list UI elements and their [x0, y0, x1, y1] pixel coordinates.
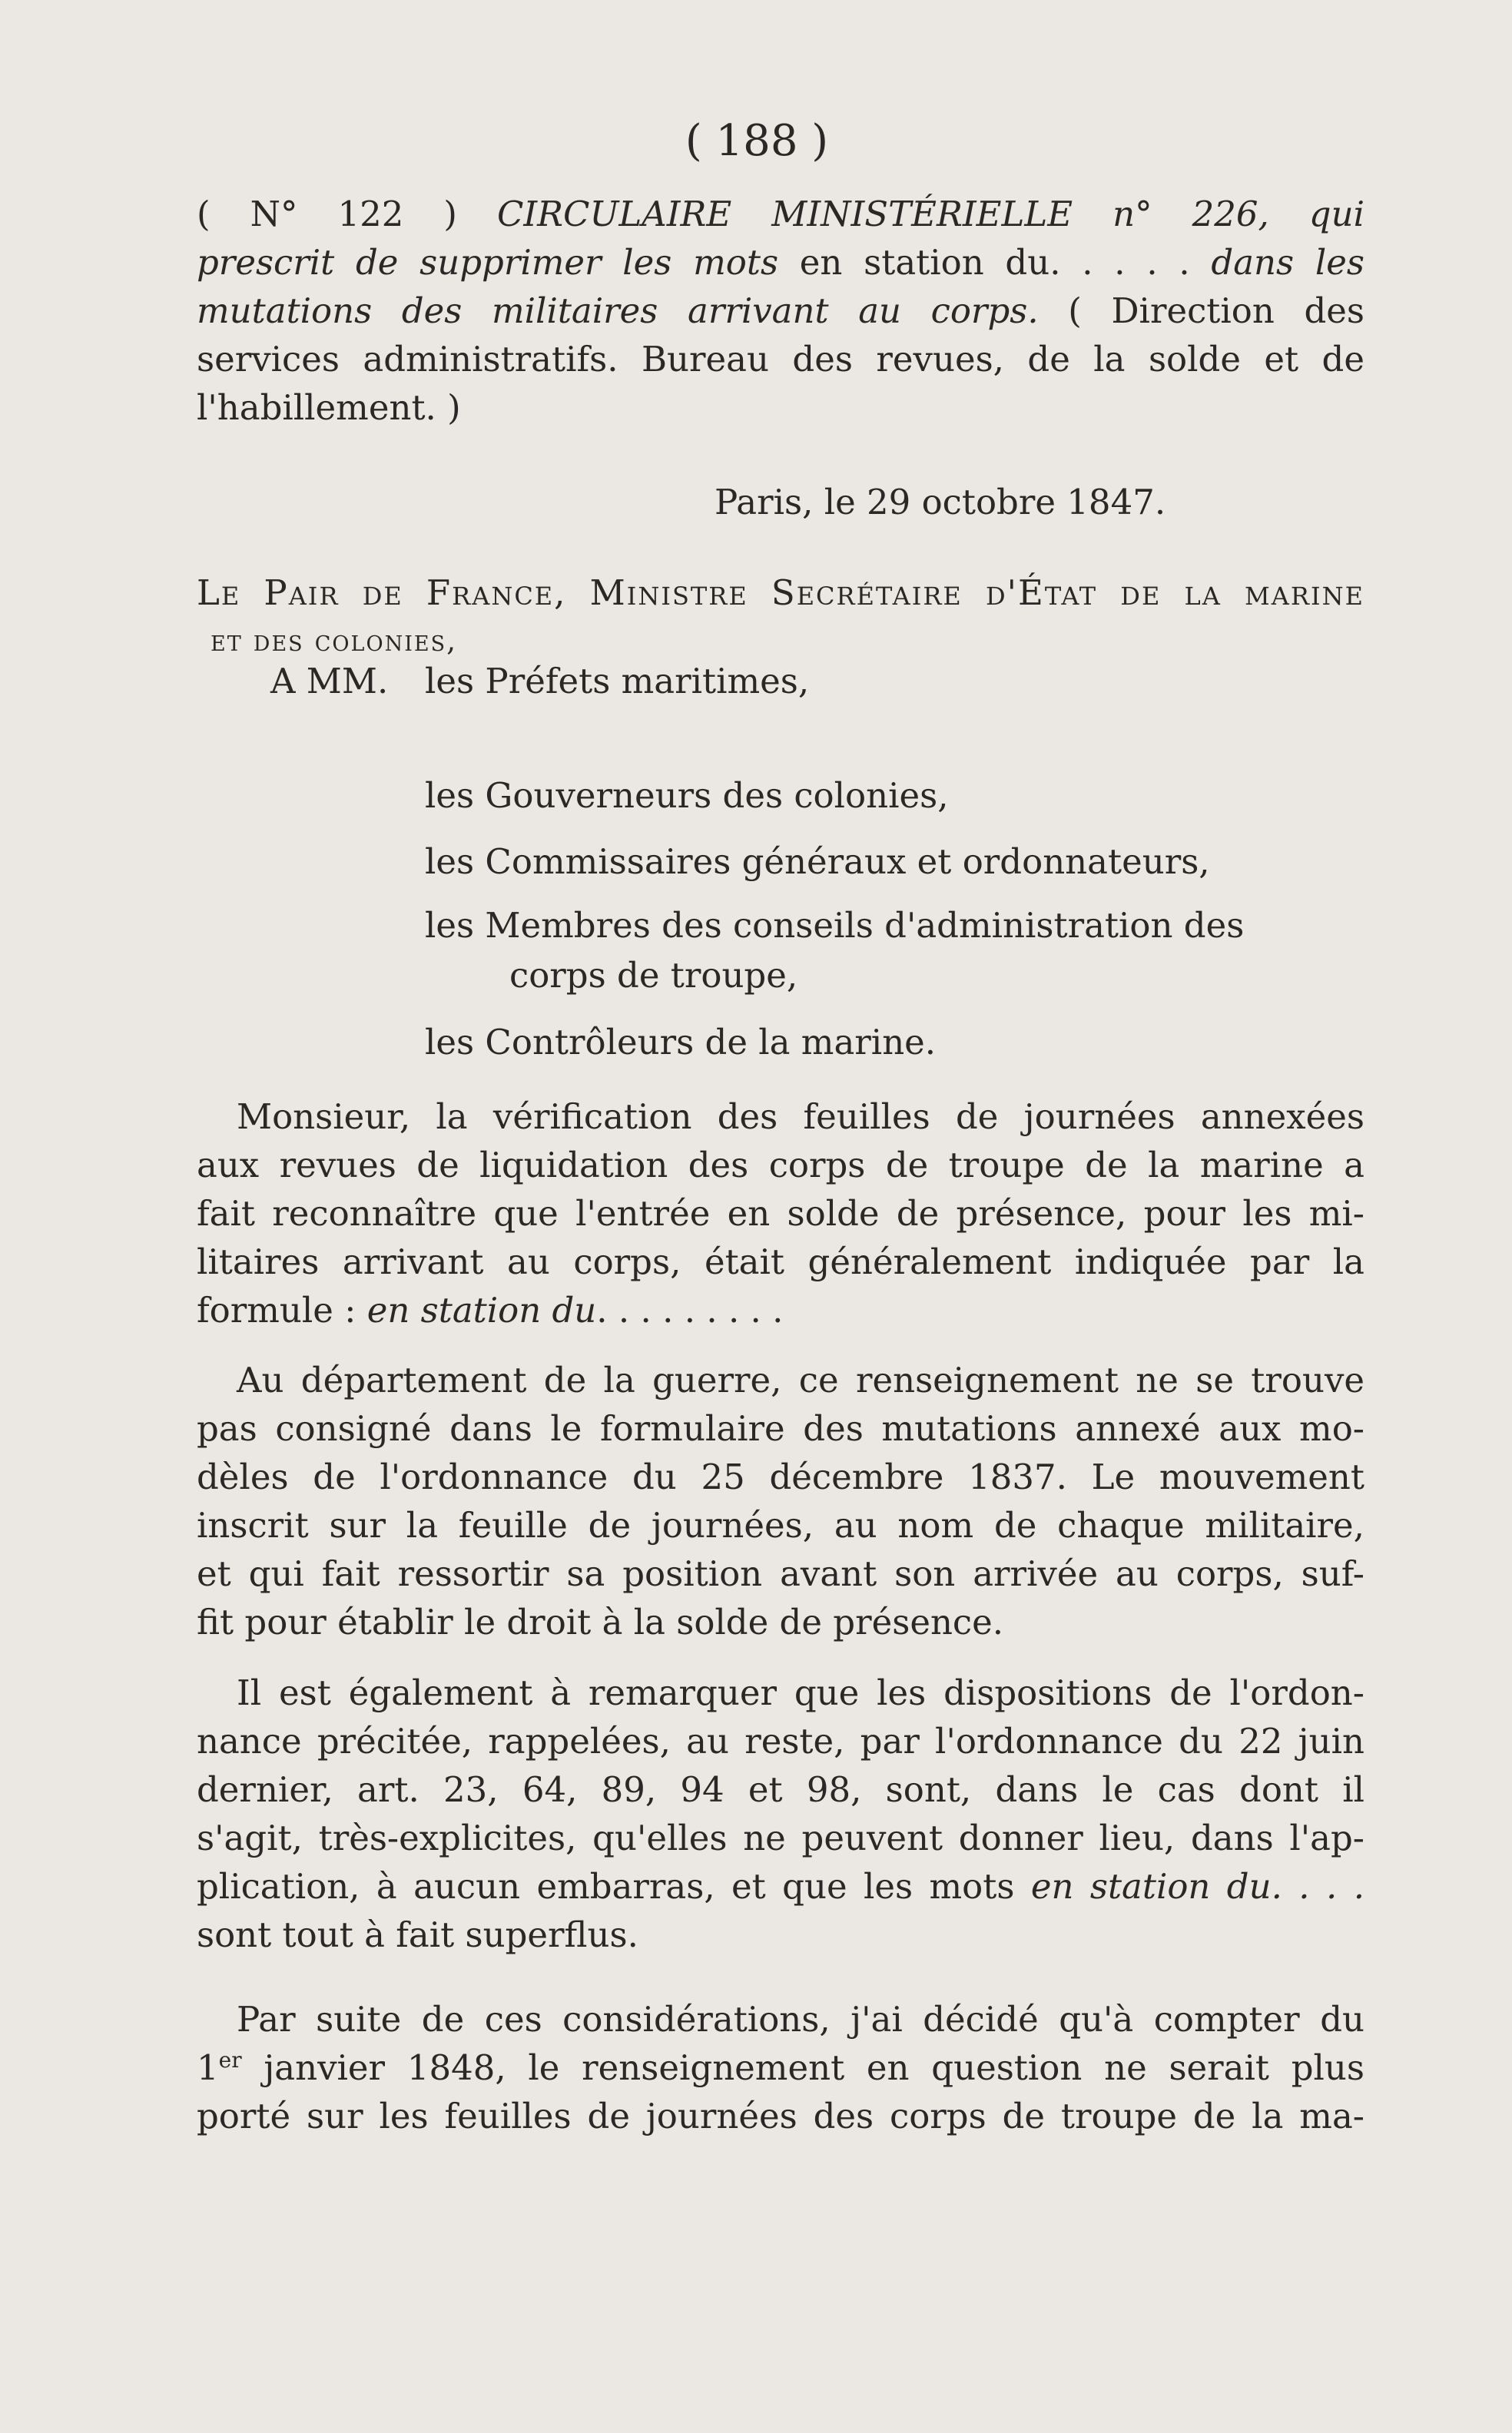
- quoted-words: en station du. . . .: [1030, 1866, 1364, 1907]
- paragraph-line: porté sur les feuilles de journées des corps de troupe de la ma-: [197, 2096, 1364, 2136]
- addressee-prefix: A MM.: [270, 661, 389, 701]
- heading-subtitle-part: dans les: [1211, 242, 1364, 283]
- heading-subtitle-part: prescrit de supprimer les mots: [197, 242, 779, 283]
- addressee-item: corps de troupe,: [509, 955, 798, 996]
- addressee-item: les Contrôleurs de la marine.: [425, 1022, 937, 1062]
- addressee-item: les Gouverneurs des colonies,: [425, 775, 949, 816]
- sender-block: [197, 568, 1364, 665]
- heading-line-3: [197, 287, 1364, 335]
- heading-quoted-words: en station du. . . . .: [778, 242, 1212, 283]
- addressee-item: les Membres des conseils d'administration des: [425, 905, 1245, 946]
- ordinal-suffix: er: [218, 2047, 242, 2073]
- circular-heading: [197, 190, 1364, 432]
- paragraph-line: Il est également à remarquer que les dispositions de l'ordon-: [237, 1672, 1364, 1713]
- formula-label: formule :: [197, 1290, 367, 1331]
- paragraph-4: [197, 1995, 1364, 2140]
- paragraph-line: Monsieur, la vérification des feuilles de journées annexées: [237, 1096, 1364, 1137]
- paragraph-line: Par suite de ces considérations, j'ai décidé qu'à compter du: [237, 1999, 1364, 2040]
- heading-title: CIRCULAIRE MINISTÉRIELLE n° 226, qui: [496, 194, 1364, 234]
- paragraph-line: et qui fait ressortir sa position avant son arrivée au corps, suf-: [197, 1553, 1364, 1594]
- addressee-item: les Préfets maritimes,: [425, 661, 810, 701]
- paragraph-text: janvier 1848, le renseignement en question ne serait plus: [241, 2047, 1364, 2088]
- paragraph-line: sont tout à fait superflus.: [197, 1914, 638, 1955]
- heading-line-5: l'habillement. ): [197, 387, 461, 428]
- heading-direction: ( Direction des: [1038, 290, 1364, 331]
- ordinal-number: 1: [197, 2047, 219, 2088]
- paragraph-line: litaires arrivant au corps, était généralement indiquée par la: [197, 1241, 1364, 1282]
- paragraph-text: plication, à aucun embarras, et que les mots: [197, 1866, 1031, 1907]
- paragraph-line: [197, 1286, 1364, 1334]
- paragraph-line: inscrit sur la feuille de journées, au nom de chaque militaire,: [197, 1505, 1364, 1546]
- paragraph-3: [197, 1669, 1364, 1959]
- addressee-item: les Commissaires généraux et ordonnateurs,: [425, 841, 1210, 882]
- paragraph-line: s'agit, très-explicites, qu'elles ne peuvent donner lieu, dans l'ap-: [197, 1818, 1364, 1858]
- formula-words: en station du: [366, 1290, 597, 1331]
- paragraph-line: fit pour établir le droit à la solde de présence.: [197, 1602, 1004, 1642]
- paragraph-line: aux revues de liquidation des corps de troupe de la marine a: [197, 1145, 1364, 1185]
- heading-number: ( N° 122 ): [197, 194, 497, 234]
- paragraph-line: pas consigné dans le formulaire des mutations annexé aux mo-: [197, 1408, 1364, 1449]
- paragraph-line: fait reconnaître que l'entrée en solde de présence, pour les mi-: [197, 1193, 1364, 1234]
- paragraph-1: [197, 1092, 1364, 1334]
- heading-line-1: [197, 190, 1364, 238]
- paragraph-2: [197, 1356, 1364, 1646]
- paragraph-line: [197, 2044, 1364, 2092]
- paragraph-line: nance précitée, rappelées, au reste, par l'ordonnance du 22 juin: [197, 1721, 1364, 1762]
- sender-line-2: et des colonies,: [211, 624, 458, 658]
- heading-subtitle-part: mutations des militaires arrivant au corps.: [197, 290, 1039, 331]
- heading-line-2: [197, 238, 1364, 287]
- sender-line-1: Le Pair de France, Ministre Secrétaire d'État de la marine: [197, 572, 1364, 613]
- dateline: Paris, le 29 octobre 1847.: [715, 482, 1166, 522]
- formula-dots: . . . . . . . . .: [596, 1290, 784, 1331]
- paragraph-line: dernier, art. 23, 64, 89, 94 et 98, sont, dans le cas dont il: [197, 1769, 1364, 1810]
- heading-line-4: services administratifs. Bureau des revues, de la solde et de: [197, 339, 1364, 380]
- paragraph-line: [197, 1862, 1364, 1911]
- page-number: ( 188 ): [685, 116, 829, 166]
- paragraph-line: Au département de la guerre, ce renseignement ne se trouve: [237, 1360, 1364, 1400]
- paragraph-line: dèles de l'ordonnance du 25 décembre 1837. Le mouvement: [197, 1457, 1364, 1497]
